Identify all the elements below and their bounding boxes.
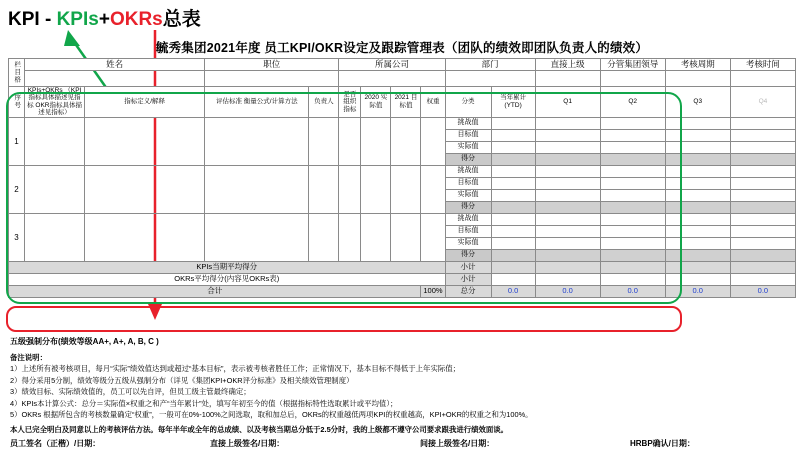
subheader-target-2021: 2021 目标值: [391, 87, 421, 118]
subheader-owner: 负责人: [309, 87, 339, 118]
cell-q1[interactable]: [535, 141, 600, 153]
cell-q4[interactable]: [730, 261, 795, 273]
metric-label: 挑战值: [445, 213, 491, 225]
cell-target2021-2[interactable]: [391, 165, 421, 213]
fill-direct-leader[interactable]: [535, 71, 600, 87]
cell-q4[interactable]: [730, 189, 795, 201]
notes-section: [10, 352, 790, 435]
annotation-plus: +: [98, 9, 110, 30]
signature-section: [10, 438, 790, 460]
cell-q1[interactable]: [535, 201, 600, 213]
subheader-category: 分类: [445, 87, 491, 118]
cell-kpi-okr-1[interactable]: [25, 117, 85, 165]
cell-q4[interactable]: [730, 177, 795, 189]
subheader-q2: Q2: [600, 87, 665, 118]
cell-criteria-2[interactable]: [205, 165, 309, 213]
cell-q3[interactable]: [665, 213, 730, 225]
table-row: [9, 117, 796, 129]
signature-indirect-leader[interactable]: 间接上级签名/日期：: [420, 439, 495, 448]
total-q2: 0.0: [600, 285, 665, 297]
cell-ytd[interactable]: [491, 165, 535, 177]
subheader-seq: 序号: [9, 87, 25, 118]
cell-q1[interactable]: [535, 165, 600, 177]
table-header-row-2: [9, 87, 796, 118]
signature-direct-leader[interactable]: 直接上级签名/日期：: [210, 439, 285, 448]
note-agreement: 本人已完全明白及同意以上的考核评估方法。每年半年或全年的总成绩、以及考核当期总分低于2.5分时，我的上级都不遵守公司要求跟我进行绩效面谈。: [10, 424, 509, 434]
note-item: 2）得分采用5分制，绩效等级分五级从强制分布（详见《集团KPI+OKR评分标准》及相关绩效管理制度）: [10, 375, 354, 385]
header-cycle: 考核周期: [665, 59, 730, 71]
cell-weight-1[interactable]: [421, 117, 445, 165]
grade-distribution-line: 五级强制分布(绩效等级AA+, A+, A, B, C ): [10, 337, 159, 346]
cell-criteria-3[interactable]: [205, 213, 309, 261]
metric-label: 得分: [445, 201, 491, 213]
fill-company[interactable]: [339, 71, 445, 87]
cell-q2[interactable]: [600, 165, 665, 177]
cell-q3[interactable]: [665, 165, 730, 177]
fill-time[interactable]: [730, 71, 795, 87]
cell-q4[interactable]: [730, 213, 795, 225]
cell-q3[interactable]: [665, 141, 730, 153]
header-col-index: 栏目格: [9, 59, 25, 87]
cell-kpi-okr-3[interactable]: [25, 213, 85, 261]
cell-owner-2[interactable]: [309, 165, 339, 213]
cell-ytd[interactable]: [491, 153, 535, 165]
summary-row-okr-average: [9, 273, 796, 285]
cell-q2[interactable]: [600, 141, 665, 153]
note-item: 3）绩效目标、实际绩效值的，员工可以先自评，但员工级主管最终确定；: [10, 387, 251, 397]
cell-target2021-3[interactable]: [391, 213, 421, 261]
summary-weight: 100%: [421, 285, 445, 297]
summary-category: 小计: [445, 273, 491, 285]
cell-owner-1[interactable]: [309, 117, 339, 165]
annotation-kpi: KPI: [8, 9, 40, 30]
note-item: 4）KPIs本计算公式：总分＝实际值×权重之和产“当年累计”处，填写年初至今的值（根据指标特性选取累计或平均值）；: [10, 398, 398, 408]
cell-q3[interactable]: [665, 189, 730, 201]
metric-label: 实际值: [445, 237, 491, 249]
cell-weight-3[interactable]: [421, 213, 445, 261]
cell-q4[interactable]: [730, 225, 795, 237]
row-seq-1: 1: [9, 117, 25, 165]
table-row: [9, 165, 796, 177]
table-header-row-1: [9, 59, 796, 71]
fill-name[interactable]: [25, 71, 205, 87]
cell-q3[interactable]: [665, 153, 730, 165]
cell-weight-2[interactable]: [421, 165, 445, 213]
cell-ytd[interactable]: [491, 117, 535, 129]
subheader-ytd: 当年累计 (YTD): [491, 87, 535, 118]
metric-label: 得分: [445, 153, 491, 165]
note-item: 1）上述所有被考核项目，每月“实际”绩效值达到或超过“基本目标”，表示被考核者胜任工作；正常情况下，基本目标不得低于上年实际值；: [10, 364, 461, 374]
subheader-criteria: 评估标准 衡量公式/计算方法: [205, 87, 309, 118]
cell-target2021-1[interactable]: [391, 117, 421, 165]
subheader-actual-2020: 2020 实际值: [361, 87, 391, 118]
cell-q1[interactable]: [535, 237, 600, 249]
cell-ytd[interactable]: [491, 213, 535, 225]
summary-label: 合计: [9, 285, 421, 297]
cell-criteria-1[interactable]: [205, 117, 309, 165]
summary-category: 总分: [445, 285, 491, 297]
annotation-okrs: OKRs: [109, 9, 163, 30]
cell-q3[interactable]: [665, 261, 730, 273]
total-q3: 0.0: [665, 285, 730, 297]
cell-ytd[interactable]: [491, 273, 535, 285]
cell-q2[interactable]: [600, 201, 665, 213]
cell-isgroup-1[interactable]: [339, 117, 361, 165]
cell-q4[interactable]: [730, 153, 795, 165]
fill-dept[interactable]: [445, 71, 535, 87]
cell-q3[interactable]: [665, 273, 730, 285]
cell-q2[interactable]: [600, 117, 665, 129]
cell-actual2020-3[interactable]: [361, 213, 391, 261]
cell-actual2020-2[interactable]: [361, 165, 391, 213]
subheader-definition: 指标定义/解释: [85, 87, 205, 118]
page-title: 毓秀集团2021年度 员工KPI/OKR设定及跟踪管理表（团队的绩效即团队负责人的绩效）: [155, 41, 649, 55]
cell-owner-3[interactable]: [309, 213, 339, 261]
subheader-q3: Q3: [665, 87, 730, 118]
cell-kpi-okr-2[interactable]: [25, 165, 85, 213]
cell-ytd[interactable]: [491, 129, 535, 141]
cell-q1[interactable]: [535, 153, 600, 165]
cell-q4[interactable]: [730, 273, 795, 285]
cell-q4[interactable]: [730, 249, 795, 261]
cell-q2[interactable]: [600, 153, 665, 165]
cell-q1[interactable]: [535, 273, 600, 285]
cell-q1[interactable]: [535, 189, 600, 201]
annotation-heading: [8, 4, 201, 31]
cell-definition-3[interactable]: [85, 213, 205, 261]
cell-q3[interactable]: [665, 117, 730, 129]
metric-label: 挑战值: [445, 117, 491, 129]
subheader-kpi-okr: KPIs+OKRs （KPI指标具体描述见指标 OKR指标具体描述见指标）: [25, 87, 85, 118]
header-group-leader: 分管集团领导: [600, 59, 665, 71]
fill-cycle[interactable]: [665, 71, 730, 87]
cell-q2[interactable]: [600, 261, 665, 273]
cell-definition-1[interactable]: [85, 117, 205, 165]
cell-q2[interactable]: [600, 237, 665, 249]
header-time: 考核时间: [730, 59, 795, 71]
note-item: 5）OKRs 根据所包含的考核数量确定“权重”，一般可在0%-100%之间选取，取和加总后，OKRs的权重越低两项KPI的权重越高，KPI+OKR的权重之和为100%。: [10, 410, 533, 420]
subheader-weight: 权重: [421, 87, 445, 118]
header-direct-leader: 直接上级: [535, 59, 600, 71]
cell-ytd[interactable]: [491, 249, 535, 261]
cell-q2[interactable]: [600, 189, 665, 201]
summary-label: OKRs平均得分(内容见OKRs表): [9, 273, 446, 285]
cell-q3[interactable]: [665, 129, 730, 141]
cell-q4[interactable]: [730, 237, 795, 249]
cell-q4[interactable]: [730, 201, 795, 213]
cell-q3[interactable]: [665, 225, 730, 237]
cell-ytd[interactable]: [491, 189, 535, 201]
table-row: [9, 213, 796, 225]
cell-q3[interactable]: [665, 201, 730, 213]
cell-q4[interactable]: [730, 165, 795, 177]
annotation-tail: 总表: [162, 9, 201, 30]
header-dept: 部门: [445, 59, 535, 71]
subheader-q4: Q4: [730, 87, 795, 118]
signature-hrbp[interactable]: HRBP确认/日期：: [630, 439, 695, 448]
cell-q3[interactable]: [665, 249, 730, 261]
cell-q1[interactable]: [535, 129, 600, 141]
fill-position[interactable]: [205, 71, 339, 87]
metric-label: 实际值: [445, 141, 491, 153]
total-ytd: 0.0: [491, 285, 535, 297]
header-position: 职位: [205, 59, 339, 71]
cell-isgroup-3[interactable]: [339, 213, 361, 261]
cell-q4[interactable]: [730, 129, 795, 141]
subheader-q1: Q1: [535, 87, 600, 118]
cell-q4[interactable]: [730, 117, 795, 129]
metric-label: 挑战值: [445, 165, 491, 177]
row-seq-3: 3: [9, 213, 25, 261]
cell-definition-2[interactable]: [85, 165, 205, 213]
metric-label: 目标值: [445, 129, 491, 141]
metric-label: 目标值: [445, 177, 491, 189]
cell-ytd[interactable]: [491, 261, 535, 273]
cell-q1[interactable]: [535, 261, 600, 273]
cell-q2[interactable]: [600, 249, 665, 261]
cell-q1[interactable]: [535, 225, 600, 237]
table-header-fill-row: [9, 71, 796, 87]
cell-q2[interactable]: [600, 225, 665, 237]
summary-label: KPIs当期平均得分: [9, 261, 446, 273]
subheader-is-group: 是否组织指标: [339, 87, 361, 118]
summary-row-kpi-average: [9, 261, 796, 273]
cell-isgroup-2[interactable]: [339, 165, 361, 213]
cell-ytd[interactable]: [491, 225, 535, 237]
cell-q1[interactable]: [535, 117, 600, 129]
annotation-dash: -: [39, 9, 57, 30]
total-q4: 0.0: [730, 285, 795, 297]
cell-q2[interactable]: [600, 177, 665, 189]
cell-ytd[interactable]: [491, 141, 535, 153]
total-q1: 0.0: [535, 285, 600, 297]
fill-group-leader[interactable]: [600, 71, 665, 87]
cell-q1[interactable]: [535, 213, 600, 225]
cell-ytd[interactable]: [491, 201, 535, 213]
annotation-kpis: KPIs: [56, 9, 99, 30]
cell-q2[interactable]: [600, 129, 665, 141]
row-seq-2: 2: [9, 165, 25, 213]
kpi-okr-table: [8, 58, 796, 298]
cell-q3[interactable]: [665, 237, 730, 249]
signature-employee[interactable]: 员工签名（正楷）/日期：: [10, 439, 101, 448]
metric-label: 得分: [445, 249, 491, 261]
metric-label: 目标值: [445, 225, 491, 237]
cell-q3[interactable]: [665, 177, 730, 189]
header-company: 所属公司: [339, 59, 445, 71]
cell-q2[interactable]: [600, 213, 665, 225]
header-name: 姓名: [25, 59, 205, 71]
cell-ytd[interactable]: [491, 237, 535, 249]
metric-label: 实际值: [445, 189, 491, 201]
summary-category: 小计: [445, 261, 491, 273]
notes-title: 备注说明：: [10, 353, 47, 362]
cell-ytd[interactable]: [491, 177, 535, 189]
cell-q4[interactable]: [730, 141, 795, 153]
cell-q1[interactable]: [535, 177, 600, 189]
summary-row-total: [9, 285, 796, 297]
cell-q2[interactable]: [600, 273, 665, 285]
cell-q1[interactable]: [535, 249, 600, 261]
okr-highlight-box: [6, 306, 682, 332]
cell-actual2020-1[interactable]: [361, 117, 391, 165]
